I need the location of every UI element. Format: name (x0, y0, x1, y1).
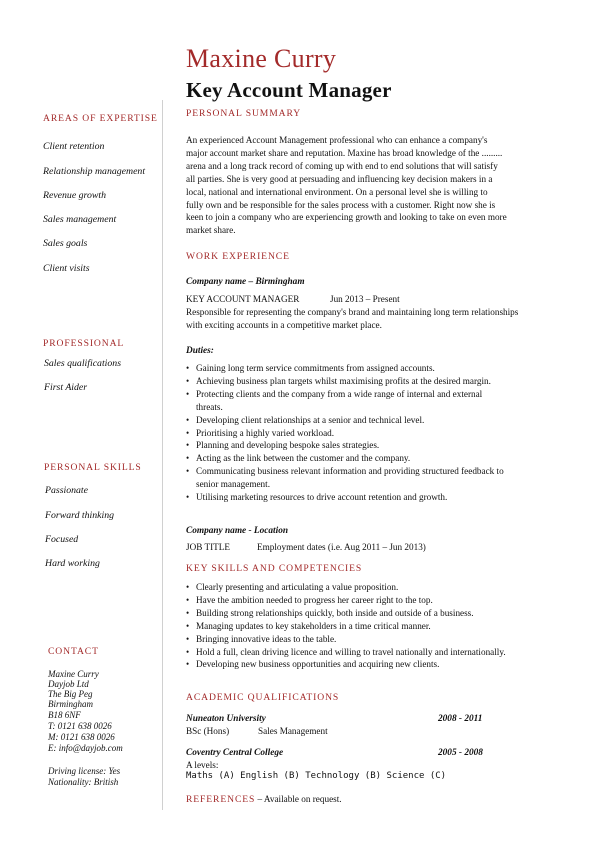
contact-name: Maxine Curry (48, 669, 99, 679)
duty-item: • Planning and developing bespoke sales strategies. (186, 439, 556, 452)
college-dates: 2005 - 2008 (438, 748, 483, 758)
academic-heading: ACADEMIC QUALIFICATIONS (186, 692, 340, 703)
key-skill-item: • Have the ambition needed to progress her career right to the top. (186, 594, 556, 607)
key-skill-item: • Bringing innovative ideas to the table. (186, 633, 556, 646)
duty-item: • Prioritising a highly varied workload. (186, 427, 556, 440)
duty-item: • Acting as the link between the customer and the company. (186, 452, 556, 465)
candidate-name: Maxine Curry (186, 44, 337, 73)
summary-line: all parties. She is very good at persuading and influencing key decision makers in a (186, 173, 493, 184)
university-name: Nuneaton University (186, 714, 266, 724)
references (186, 793, 342, 807)
contact-heading: CONTACT (48, 646, 99, 657)
driving-license: Driving license: Yes (48, 766, 121, 776)
key-skill-item: • Clearly presenting and articulating a value proposition. (186, 581, 556, 594)
degree: BSc (Hons) (186, 726, 230, 736)
alevels-label: A levels: (186, 760, 219, 770)
nationality: Nationality: British (48, 777, 119, 787)
key-skills-heading: KEY SKILLS AND COMPETENCIES (186, 563, 363, 574)
key-skill-item: • Building strong relationships quickly, both inside and outside of a business. (186, 607, 556, 620)
contact-phone: T: 0121 638 0026 (48, 721, 112, 731)
university-dates: 2008 - 2011 (438, 714, 483, 724)
contact-company: Dayjob Ltd (48, 679, 89, 689)
duty-item: • Gaining long term service commitments from assigned accounts. (186, 362, 556, 375)
summary-line: keen to join a company who are experiencing growth and looking to take on even more (186, 212, 507, 223)
job2-role: JOB TITLE (186, 542, 230, 552)
skill-item: Forward thinking (45, 510, 115, 521)
skills-heading: PERSONAL SKILLS (44, 462, 142, 473)
column-divider (162, 100, 163, 810)
job-title: Key Account Manager (186, 78, 392, 102)
summary-line: fully own and be responsible for the sales process with a customer. Right now she is (186, 199, 496, 210)
contact-mobile: M: 0121 638 0026 (48, 732, 115, 742)
professional-item: First Aider (44, 382, 88, 393)
duty-item: • Developing client relationships at a senior and technical level. (186, 414, 556, 427)
description-line: with exciting accounts in a competitive market place. (186, 319, 382, 330)
skill-item: Focused (45, 534, 79, 545)
summary-line: market share. (186, 225, 236, 236)
summary-heading: PERSONAL SUMMARY (186, 108, 302, 119)
job1-dates: Jun 2013 – Present (330, 294, 400, 304)
duty-item: • Communicating business relevant information and providing structured feedback to senior management. (186, 465, 556, 491)
contact-address: The Big Peg (48, 689, 93, 699)
skill-item: Passionate (45, 485, 88, 496)
professional-item: Sales qualifications (44, 358, 122, 369)
duties-heading: Duties: (186, 346, 214, 356)
contact-city: Birmingham (48, 699, 93, 709)
summary-line: major account market share and reputation. Maxine has broad knowledge of the ......... (186, 147, 503, 158)
expertise-item: Sales management (43, 214, 117, 225)
expertise-item: Client retention (43, 141, 105, 152)
description-line: Responsible for representing the company's brand and maintaining long term relationships (186, 307, 519, 317)
references-heading: REFERENCES (186, 794, 256, 805)
summary-text (186, 134, 546, 237)
duty-item: • Utilising marketing resources to drive account retention and growth. (186, 491, 556, 504)
summary-line: local, national and international environment. On a personal level she is willing to (186, 186, 488, 197)
references-text: – Available on request. (255, 794, 342, 804)
summary-line: An experienced Account Management professional who can enhance a company's (186, 135, 488, 145)
expertise-item: Sales goals (43, 238, 88, 249)
job2-company: Company name - Location (186, 526, 289, 536)
work-heading: WORK EXPERIENCE (186, 251, 290, 262)
key-skill-item: • Hold a full, clean driving licence and willing to travel nationally and internationally. (186, 646, 556, 659)
expertise-item: Relationship management (43, 166, 146, 177)
alevels-grades: Maths (A) English (B) Technology (B) Science (C) (186, 771, 447, 781)
contact-email[interactable]: E: info@dayjob.com (48, 743, 123, 753)
college-name: Coventry Central College (186, 748, 284, 758)
expertise-item: Client visits (43, 263, 90, 274)
professional-heading: PROFESSIONAL (43, 338, 125, 349)
duty-item: • Protecting clients and the company from a wide range of internal and external threats. (186, 388, 556, 414)
duties-list (186, 362, 556, 504)
expertise-item: Revenue growth (43, 190, 107, 201)
skill-item: Hard working (45, 558, 100, 569)
job1-role: KEY ACCOUNT MANAGER (186, 294, 300, 304)
job1-description (186, 306, 556, 332)
degree-subject: Sales Management (258, 726, 328, 736)
key-skills-list (186, 581, 556, 671)
job2-dates: Employment dates (i.e. Aug 2011 – Jun 2013) (257, 542, 426, 552)
contact-postcode: B18 6NF (48, 710, 81, 720)
expertise-heading: AREAS OF EXPERTISE (43, 113, 158, 124)
job1-company: Company name – Birmingham (186, 277, 305, 287)
summary-line: arena and a long track record of coming up with end to end solutions that will satisfy (186, 160, 498, 171)
key-skill-item: • Managing updates to key stakeholders in a time critical manner. (186, 620, 556, 633)
duty-item: • Achieving business plan targets whilst maximising profits at the desired margin. (186, 375, 556, 388)
key-skill-item: • Developing new business opportunities and acquiring new clients. (186, 658, 556, 671)
